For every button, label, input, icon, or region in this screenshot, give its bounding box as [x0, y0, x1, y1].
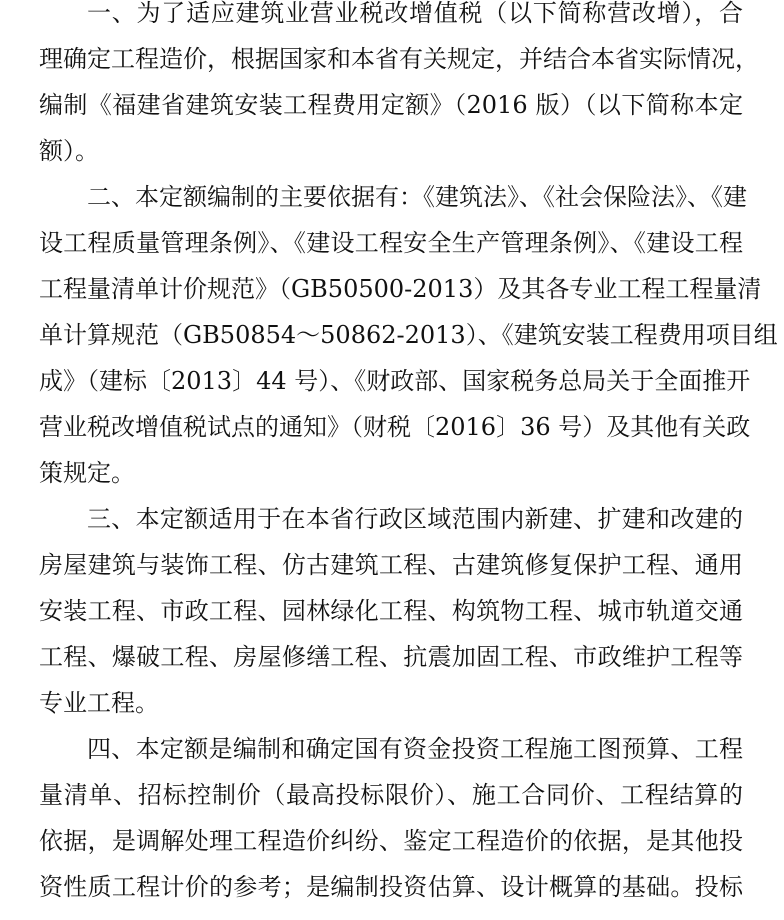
paragraph-2-line-6: 营业税改增值税试点的通知》（财税〔2016〕36 号）及其他有关政 [39, 413, 751, 441]
paragraph-2-line-2: 设工程质量管理条例》、《建设工程安全生产管理条例》、《建设工程 [39, 229, 743, 257]
paragraph-1-line-2: 理确定工程造价，根据国家和本省有关规定，并结合本省实际情况， [39, 45, 759, 73]
paragraph-3-line-2: 房屋建筑与装饰工程、仿古建筑工程、古建筑修复保护工程、通用 [39, 551, 743, 579]
paragraph-3-line-5: 专业工程。 [39, 689, 159, 717]
paragraph-2-line-1: 二、本定额编制的主要依据有：《建筑法》、《社会保险法》、《建 [87, 183, 747, 211]
paragraph-4-line-3: 依据，是调解处理工程造价纠纷、鉴定工程造价的依据，是其他投 [39, 827, 743, 855]
paragraph-2-line-4: 单计算规范（GB50854～50862-2013）、《建筑安装工程费用项目组 [39, 321, 778, 349]
paragraph-1-line-4: 额）。 [39, 137, 99, 165]
paragraph-3-line-3: 安装工程、市政工程、园林绿化工程、构筑物工程、城市轨道交通 [39, 597, 743, 625]
paragraph-1-line-3: 编制《福建省建筑安装工程费用定额》（2016 版）（以下简称本定 [39, 91, 743, 119]
paragraph-4-line-1: 四、本定额是编制和确定国有资金投资工程施工图预算、工程 [87, 735, 743, 763]
paragraph-1-line-1: 一、为了适应建筑业营业税改增值税（以下简称营改增），合 [87, 0, 743, 27]
paragraph-2-line-5: 成》（建标〔2013〕44 号）、《财政部、国家税务总局关于全面推开 [39, 367, 751, 395]
paragraph-2-line-3: 工程量清单计价规范》（GB50500-2013）及其各专业工程工程量清 [39, 275, 762, 303]
paragraph-3-line-4: 工程、爆破工程、房屋修缮工程、抗震加固工程、市政维护工程等 [39, 643, 743, 671]
paragraph-3-line-1: 三、本定额适用于在本省行政区域范围内新建、扩建和改建的 [87, 505, 743, 533]
paragraph-4-line-4: 资性质工程计价的参考；是编制投资估算、设计概算的基础。投标 [39, 873, 743, 901]
paragraph-2-line-7: 策规定。 [39, 459, 135, 487]
paragraph-4-line-2: 量清单、招标控制价（最高投标限价）、施工合同价、工程结算的 [39, 781, 743, 809]
